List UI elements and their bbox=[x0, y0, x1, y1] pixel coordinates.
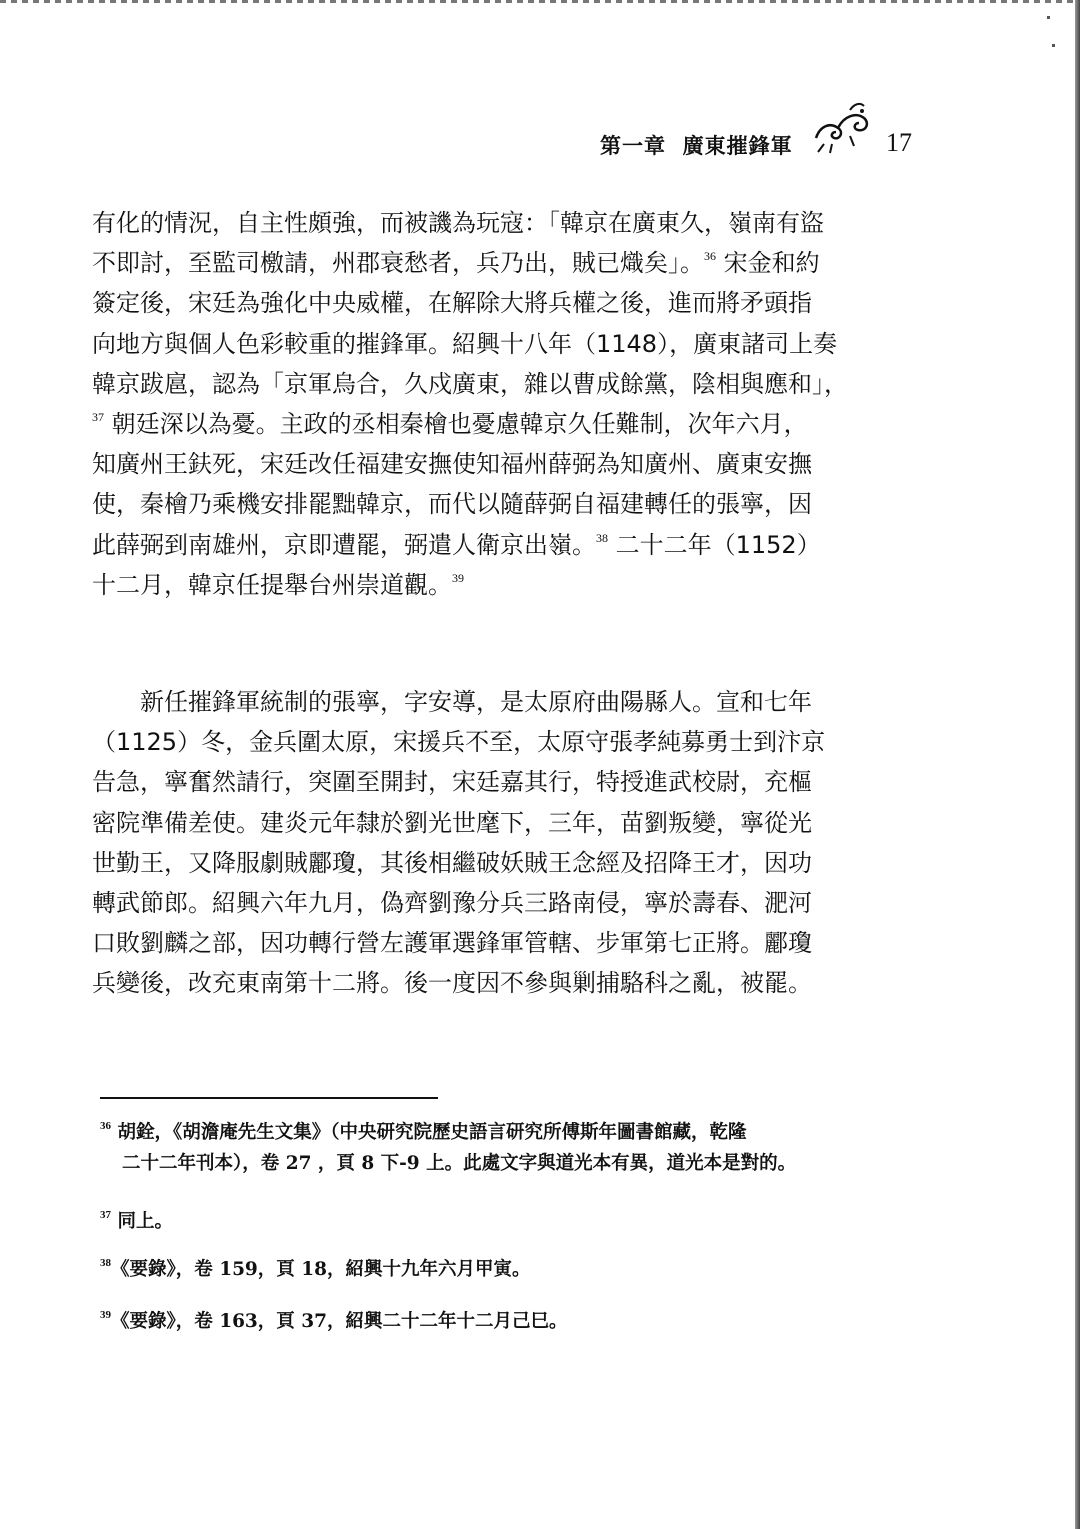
text-line: （1125）冬，金兵圍太原，宋援兵不至，太原守張孝純募勇士到汴京 bbox=[92, 728, 826, 757]
text-line: 兵變後，改充東南第十二將。後一度因不參與剿捕駱科之亂，被罷。 bbox=[92, 969, 812, 998]
text-line: 告急，寧奮然請行，突圍至開封，宋廷嘉其行，特授進武校尉，充樞 bbox=[92, 768, 812, 797]
text-line: $^{37}$ 朝廷深以為憂。主政的丞相秦檜也憂慮韓京久任難制，次年六月， bbox=[92, 409, 808, 438]
text-line: 十二月，韓京任提舉台州崇道觀。$^{39}$ bbox=[92, 570, 464, 599]
footnote-number: 39 bbox=[100, 1309, 111, 1321]
paragraph-2 bbox=[92, 682, 927, 1004]
scan-speck bbox=[1047, 16, 1050, 19]
text-line: 知廣州王鈇死，宋廷改任福建安撫使知福州薛弼為知廣州、廣東安撫 bbox=[92, 450, 812, 479]
text-line: 轉武節郎。紹興六年九月，偽齊劉豫分兵三路南侵，寧於壽春、淝河 bbox=[92, 888, 812, 917]
footnote-number: 38 bbox=[100, 1257, 111, 1269]
footnote-text: 同上。 bbox=[111, 1211, 173, 1232]
text-line: 世勤王，又降服劇賊酈瓊，其後相繼破妖賊王念經及招降王才，因功 bbox=[92, 848, 812, 877]
text-line: 此薛弼到南雄州，京即遭罷，弼遣人衛京出嶺。$^{38}$ 二十二年（1152） bbox=[92, 530, 821, 559]
chapter-title: 第一章 廣東摧鋒軍 bbox=[600, 133, 793, 158]
footnote-separator bbox=[100, 1097, 438, 1099]
footnote-ref: 37 bbox=[92, 409, 104, 424]
text-line: 新任摧鋒軍統制的張寧，字安導，是太原府曲陽縣人。宣和七年 bbox=[92, 688, 812, 716]
footnote-ref: 38 bbox=[596, 530, 608, 545]
text-line: 簽定後，宋廷為強化中央威權，在解除大將兵權之後，進而將矛頭指 bbox=[92, 289, 812, 318]
text-line: 不即討，至監司檄請，州郡衰愁者，兵乃出，賊已熾矣」。$^{36}$ 宋金和約 bbox=[92, 249, 820, 278]
text-line: 密院準備差使。建炎元年隸於劉光世麾下，三年，苗劉叛變，寧從光 bbox=[92, 808, 812, 837]
footnote-number: 36 bbox=[100, 1120, 111, 1132]
text-line: 韓京跋扈，認為「京軍烏合，久戍廣東，雜以曹成餘黨，陰相與應和」， bbox=[92, 369, 848, 398]
page-number: 17 bbox=[886, 128, 912, 157]
running-head bbox=[560, 126, 960, 166]
footnote-text: 《要錄》，卷 163，頁 37，紹興二十二年十二月己巳。 bbox=[111, 1311, 568, 1332]
scan-speck bbox=[1052, 44, 1055, 47]
footnote-text: 胡銓，《胡澹庵先生文集》（中央研究院歷史語言研究所傅斯年圖書館藏，乾隆 bbox=[111, 1122, 747, 1143]
footnote-ref: 39 bbox=[452, 570, 464, 585]
paragraph-1 bbox=[92, 203, 927, 605]
dragon-ornament-icon bbox=[810, 98, 874, 156]
text-line: 口敗劉麟之部，因功轉行營左護軍選鋒軍管轄、步軍第七正將。酈瓊 bbox=[92, 929, 812, 958]
footnote-text: 《要錄》，卷 159，頁 18，紹興十九年六月甲寅。 bbox=[111, 1259, 531, 1280]
footnote-ref: 36 bbox=[704, 249, 716, 264]
footnote-text: 二十二年刊本），卷 27 ，頁 8 下-9 上。此處文字與道光本有異，道光本是對的。 bbox=[122, 1153, 797, 1174]
scan-edge-right bbox=[1075, 0, 1080, 1529]
text-line: 向地方與個人色彩較重的摧鋒軍。紹興十八年（1148），廣東諸司上奏 bbox=[92, 329, 838, 358]
footnote-number: 37 bbox=[100, 1209, 111, 1221]
scan-edge-top bbox=[0, 0, 1080, 3]
text-line: 有化的情況，自主性頗強，而被譏為玩寇：「韓京在廣東久，嶺南有盜 bbox=[92, 209, 824, 237]
text-line: 使，秦檜乃乘機安排罷黜韓京，而代以隨薛弼自福建轉任的張寧，因 bbox=[92, 490, 812, 519]
